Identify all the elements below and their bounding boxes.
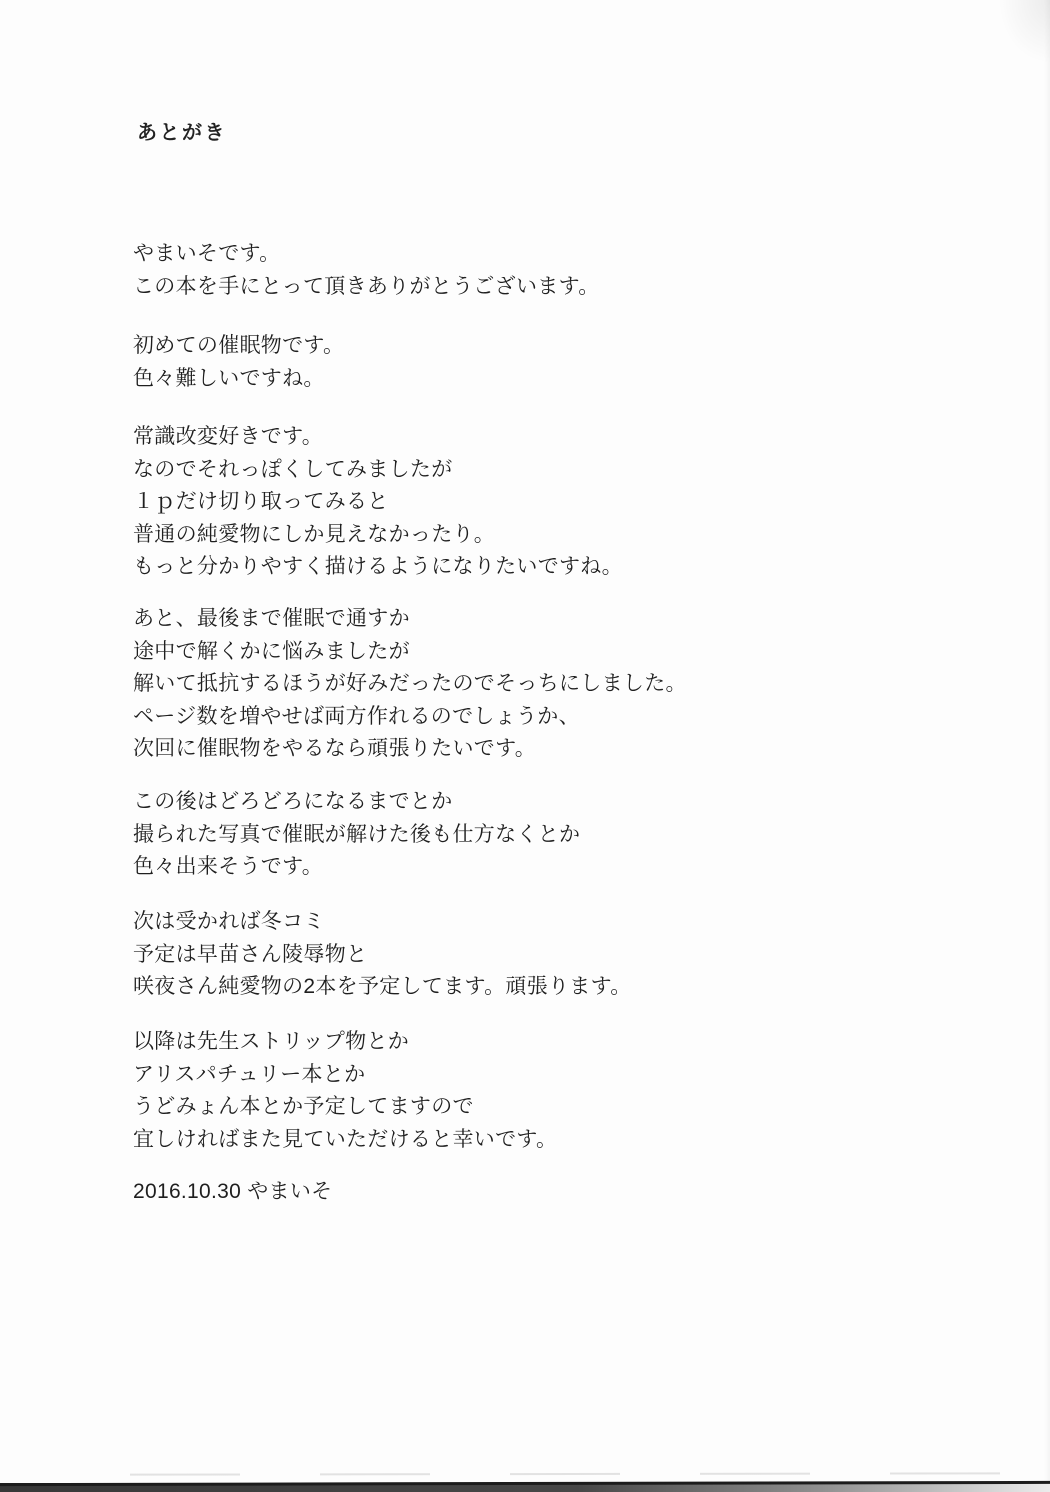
paragraph-signature xyxy=(133,1176,332,1209)
paragraph-sequel-ideas xyxy=(133,786,580,884)
text-line: 色々出来そうです。 xyxy=(133,855,324,878)
date-signature: 2016.10.30 やまいそ xyxy=(133,1180,333,1203)
text-line: 予定は早苗さん陵辱物と xyxy=(133,942,368,966)
text-line: やまいそです。 xyxy=(133,242,281,265)
text-line: 解いて抵抗するほうが好みだったのでそっちにしました。 xyxy=(133,672,687,695)
text-line: 宜しければまた見ていただけると幸いです。 xyxy=(133,1127,558,1151)
scan-smudge-top-right xyxy=(998,0,1050,64)
paragraph-greeting xyxy=(133,238,600,303)
afterword-heading: あとがき xyxy=(137,122,227,144)
text-line: １ｐだけ切り取ってみると xyxy=(133,490,389,513)
text-line: もっと分かりやすく描けるようになりたいですね。 xyxy=(133,555,623,578)
scan-faint-line-bottom xyxy=(130,1472,1010,1475)
text-line: この本を手にとって頂きありがとうございます。 xyxy=(133,274,600,298)
paragraph-story-choice xyxy=(133,603,687,766)
text-line: 初めての催眠物です。 xyxy=(133,334,345,357)
text-line: 色々難しいですね。 xyxy=(133,366,325,390)
text-line: うどみょん本とか予定してますので xyxy=(133,1095,474,1118)
text-line: 次回に催眠物をやるなら頑張りたいです。 xyxy=(133,737,537,760)
text-line: なのでそれっぽくしてみましたが xyxy=(133,457,453,481)
paragraph-next-plans xyxy=(133,906,632,1004)
text-line: 次は受かれば冬コミ xyxy=(133,910,325,933)
text-line: 普通の純愛物にしか見えなかったり。 xyxy=(133,522,496,546)
text-line: 咲夜さん純愛物の2本を予定してます。頑張ります。 xyxy=(133,975,632,998)
paragraph-future-plans xyxy=(133,1026,557,1156)
paragraph-theme xyxy=(133,421,623,584)
text-line: ページ数を増やせば両方作れるのでしょうか、 xyxy=(133,704,580,728)
text-line: アリスパチュリー本とか xyxy=(133,1062,366,1086)
text-line: 常識改変好きです。 xyxy=(133,425,324,448)
text-line: 途中で解くかに悩みましたが xyxy=(133,639,410,663)
paragraph-first-work xyxy=(133,330,344,395)
scan-shade-right-edge xyxy=(1044,0,1050,1492)
text-line: この後はどろどろになるまでとか xyxy=(133,790,453,813)
text-line: あと、最後まで催眠で通すか xyxy=(133,607,410,630)
text-line: 以降は先生ストリップ物とか xyxy=(133,1030,410,1053)
text-line: 撮られた写真で催眠が解けた後も仕方なくとか xyxy=(133,822,581,846)
